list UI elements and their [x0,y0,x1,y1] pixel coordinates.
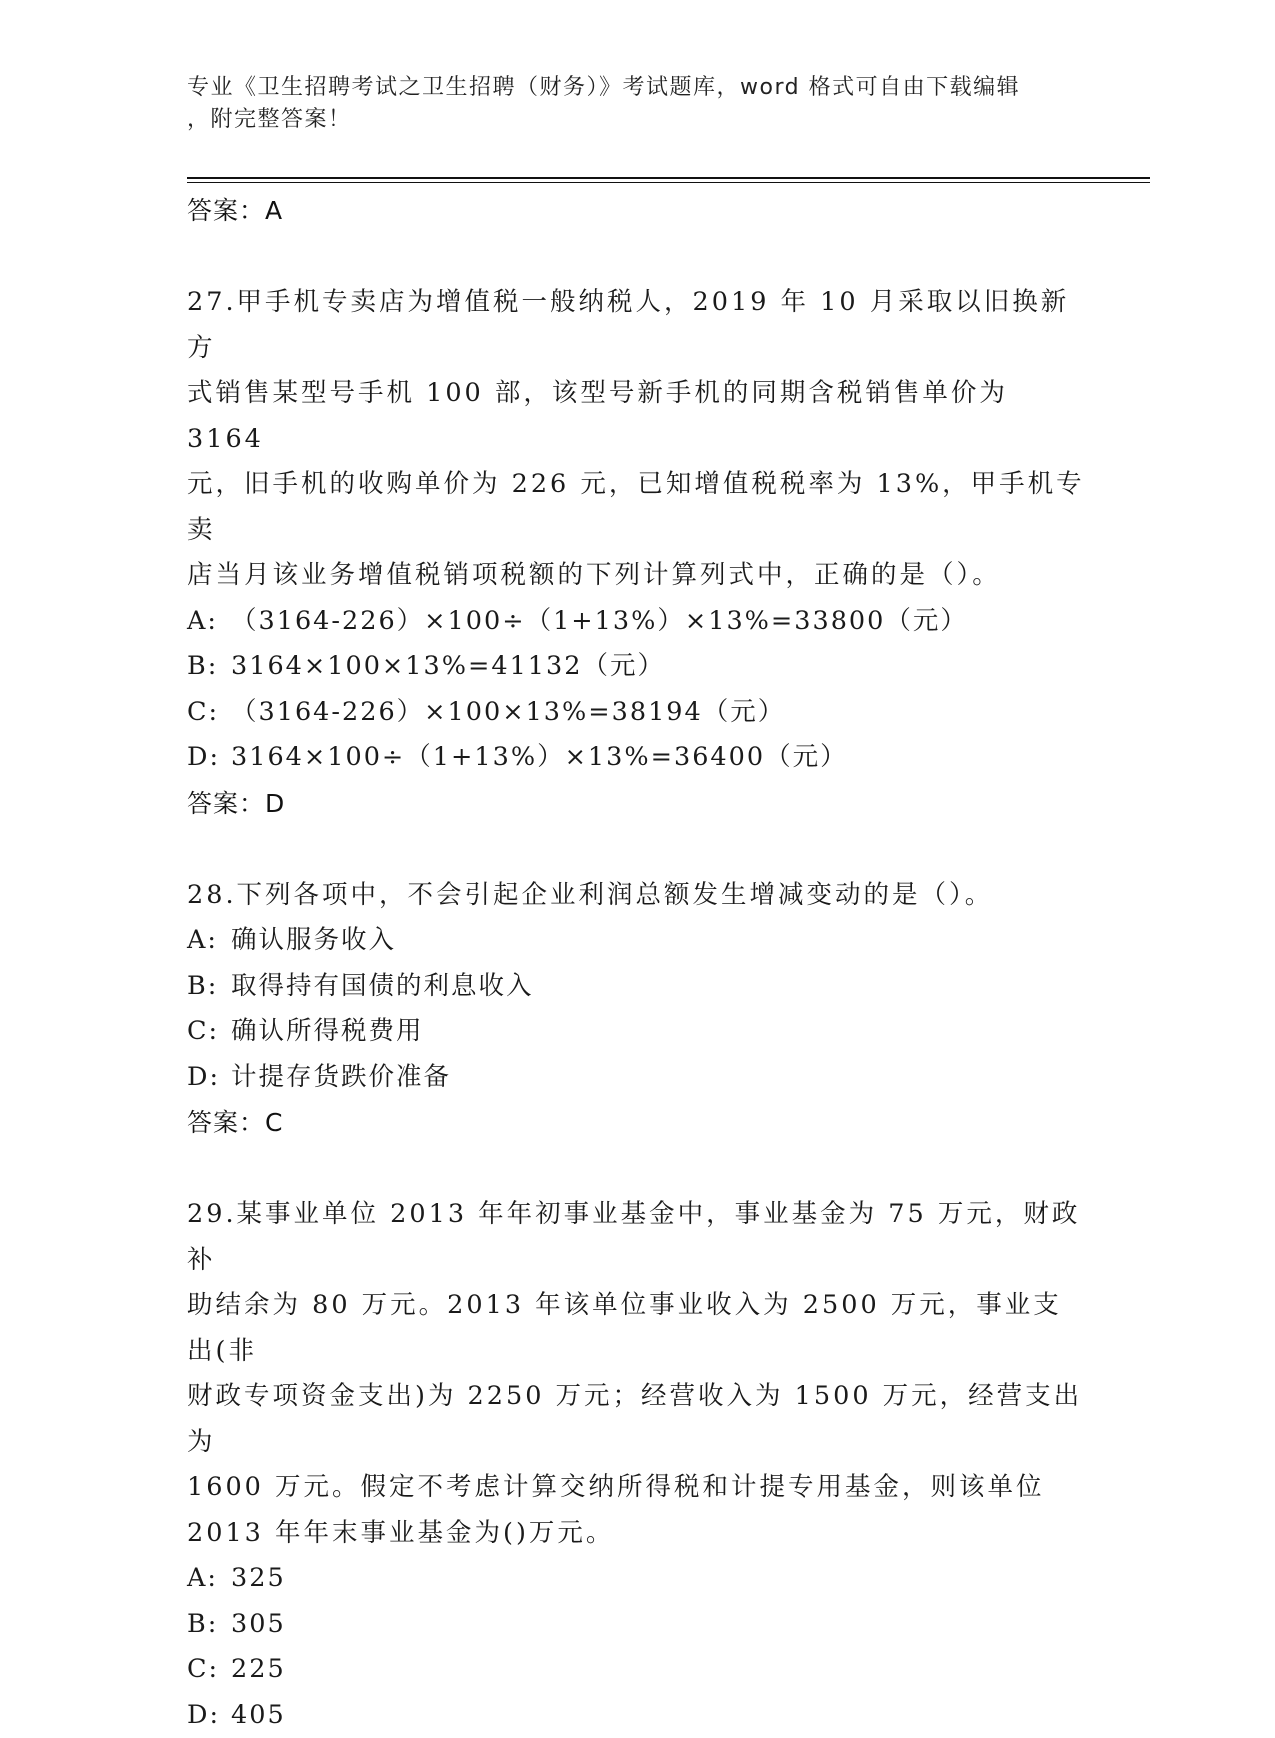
question-28-text [187,873,1087,919]
question-text-line: 29.某事业单位 2013 年年初事业基金中，事业基金为 75 万元，财政补 [187,1192,1087,1283]
option-b [187,1602,1087,1648]
header-divider-thin [187,182,1150,183]
answer-27: 答案：D [187,781,1087,826]
option-text: （3164-226）×100÷（1+13%）×13%=33800（元） [231,606,968,636]
question-text-line: 2013 年年末事业基金为()万元。 [187,1511,1087,1557]
option-a [187,599,1087,645]
option-text: （3164-226）×100×13%=38194（元） [231,697,785,727]
option-c [187,1009,1087,1055]
option-letter: D: [187,735,231,781]
option-letter: D: [187,1693,231,1738]
option-letter: C: [187,690,231,736]
question-29-text [187,1192,1087,1556]
option-text: 225 [231,1654,286,1684]
option-text: 325 [231,1563,286,1593]
option-a [187,918,1087,964]
option-a [187,1556,1087,1602]
option-text: 305 [231,1609,286,1639]
header-line-1: 专业《卫生招聘考试之卫生招聘（财务）》考试题库，word 格式可自由下载编辑 [187,72,1067,104]
option-d [187,1693,1087,1738]
option-letter: C: [187,1009,231,1055]
answer-28: 答案：C [187,1100,1087,1145]
page-header [187,72,1067,136]
answer-26: 答案：A [187,188,1087,233]
option-letter: B: [187,964,231,1010]
option-letter: B: [187,644,231,690]
question-text-line: 式销售某型号手机 100 部，该型号新手机的同期含税销售单价为 3164 [187,371,1087,462]
question-27 [187,280,1087,826]
option-text: 确认所得税费用 [231,1016,424,1046]
option-d [187,735,1087,781]
question-29 [187,1192,1087,1738]
question-27-text [187,280,1087,599]
option-letter: D: [187,1055,231,1101]
option-b [187,964,1087,1010]
option-letter: B: [187,1602,231,1648]
option-letter: C: [187,1647,231,1693]
option-letter: A: [187,918,231,964]
header-divider-thick [187,177,1150,179]
question-text-line: 28.下列各项中，不会引起企业利润总额发生增减变动的是（）。 [187,873,1087,919]
option-text: 确认服务收入 [231,925,396,955]
question-28 [187,873,1087,1146]
option-text: 取得持有国债的利息收入 [231,971,534,1001]
option-c [187,1647,1087,1693]
option-letter: A: [187,1556,231,1602]
option-text: 405 [231,1700,286,1730]
question-text-line: 助结余为 80 万元。2013 年该单位事业收入为 2500 万元，事业支出(非 [187,1283,1087,1374]
option-c [187,690,1087,736]
question-text-line: 元，旧手机的收购单价为 226 元，已知增值税税率为 13%，甲手机专卖 [187,462,1087,553]
question-text-line: 1600 万元。假定不考虑计算交纳所得税和计提专用基金，则该单位 [187,1465,1087,1511]
option-text: 3164×100×13%=41132（元） [231,651,665,681]
question-text-line: 店当月该业务增值税销项税额的下列计算列式中，正确的是（）。 [187,553,1087,599]
header-line-2: ，附完整答案！ [187,104,1067,136]
option-text: 计提存货跌价准备 [231,1062,451,1092]
question-text-line: 27.甲手机专卖店为增值税一般纳税人，2019 年 10 月采取以旧换新方 [187,280,1087,371]
question-text-line: 财政专项资金支出)为 2250 万元；经营收入为 1500 万元，经营支出为 [187,1374,1087,1465]
option-text: 3164×100÷（1+13%）×13%=36400（元） [231,742,848,772]
option-letter: A: [187,599,231,645]
question-list [187,188,1087,1738]
option-b [187,644,1087,690]
option-d [187,1055,1087,1101]
